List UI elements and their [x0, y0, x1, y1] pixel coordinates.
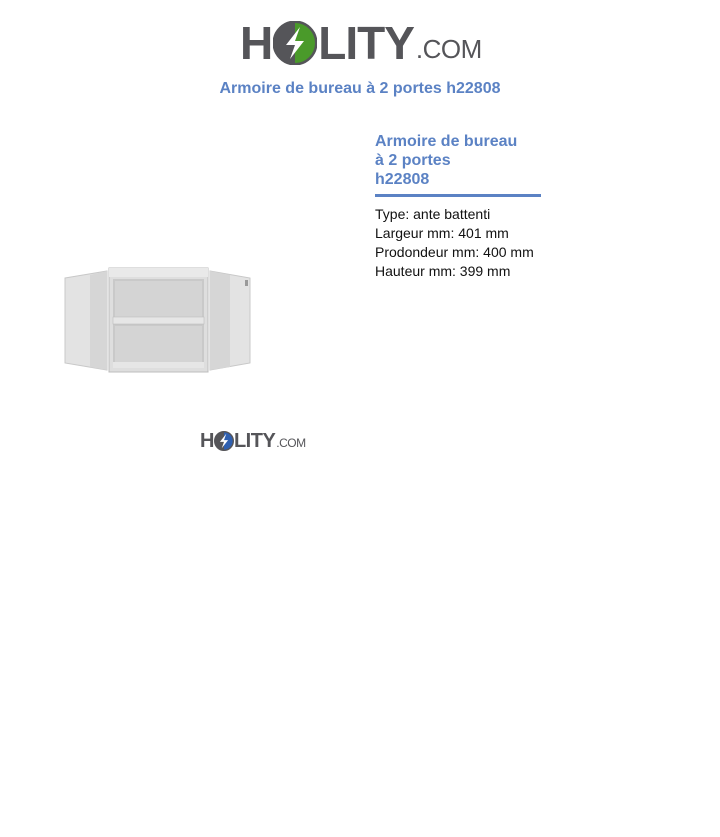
logo-letters-lity-small: LITY: [233, 430, 276, 452]
logo-letter-h-small: H: [200, 430, 214, 452]
logo-wordmark: [240, 17, 414, 69]
logo-o-mark-icon: [273, 21, 317, 65]
spec-depth: Prodondeur mm: 400 mm: [375, 244, 534, 260]
spec-type: Type: ante battenti: [375, 206, 491, 222]
cabinet-image: [65, 268, 250, 372]
logo-suffix-small: .COM: [276, 436, 306, 450]
product-title-line: à 2 portes: [375, 152, 451, 169]
product-title: [375, 132, 541, 189]
logo-suffix: .COM: [415, 34, 482, 64]
logo-o-mark-small-icon: [214, 431, 234, 451]
product-title-line: Armoire de bureau: [375, 133, 518, 150]
page-title: Armoire de bureau à 2 portes h22808: [219, 80, 501, 97]
spec-height: Hauteur mm: 399 mm: [375, 263, 511, 279]
logo-letter-h: H: [240, 17, 273, 69]
product-specs: [375, 205, 534, 281]
product-title-line: h22808: [375, 171, 430, 188]
holity-logo-small[interactable]: [200, 427, 306, 451]
product-image: [60, 262, 255, 378]
logo-wordmark-small: [200, 431, 275, 451]
title-divider: [375, 194, 541, 197]
holity-logo[interactable]: [240, 12, 482, 69]
logo-letters-lity: LITY: [318, 17, 414, 69]
spec-width: Largeur mm: 401 mm: [375, 225, 509, 241]
